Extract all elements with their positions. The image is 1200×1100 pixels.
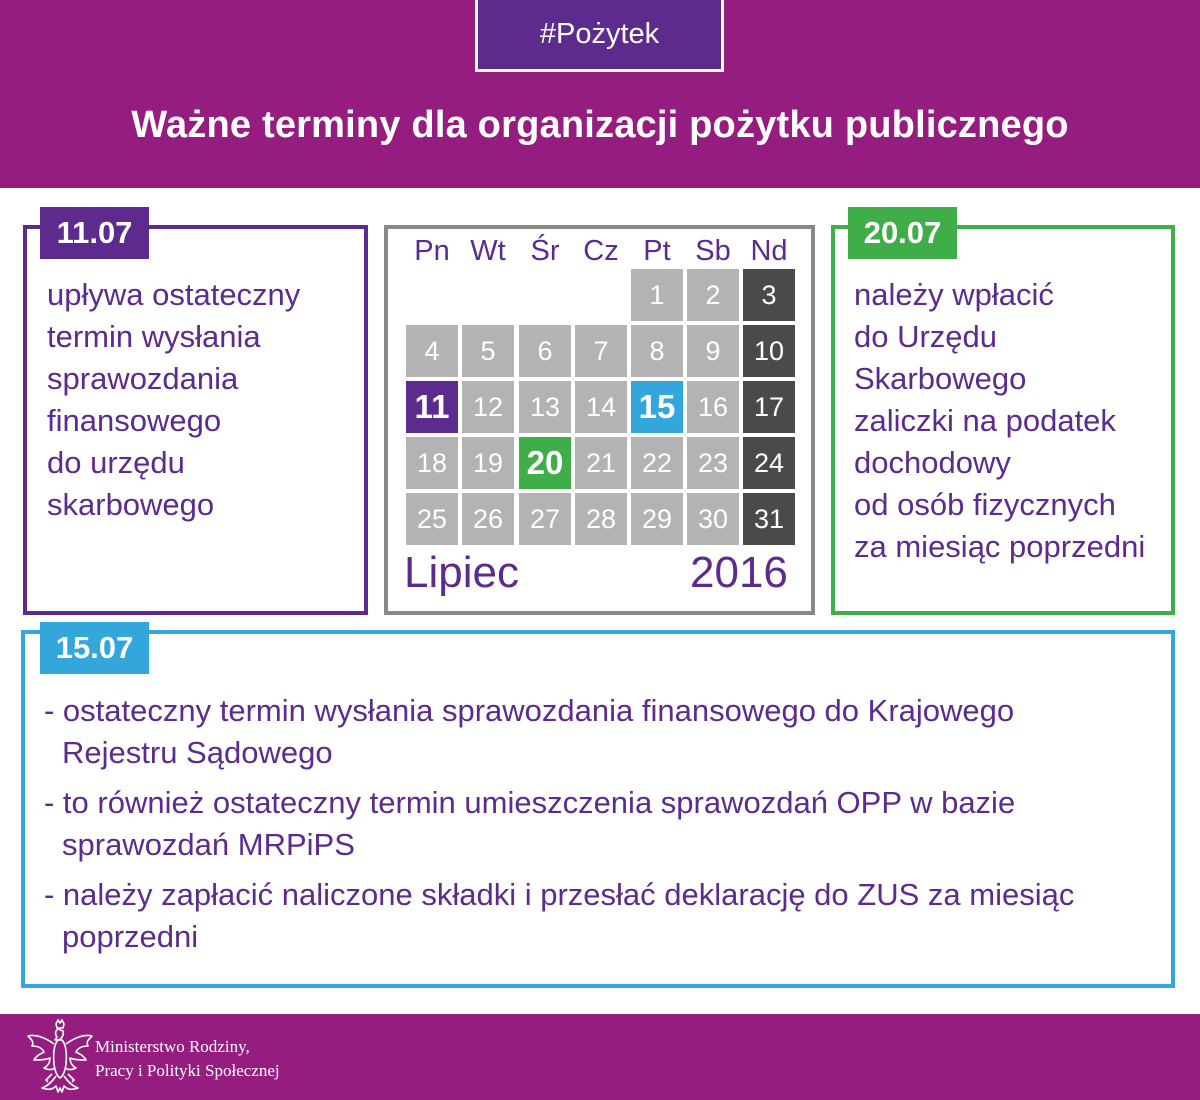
calendar-day: 7 xyxy=(575,325,627,377)
calendar-day: 1 xyxy=(631,269,683,321)
text-line: termin wysłania xyxy=(47,319,261,354)
calendar-day: 9 xyxy=(687,325,739,377)
calendar-day: 16 xyxy=(687,381,739,433)
calendar-day: 4 xyxy=(406,325,458,377)
calendar-day: 21 xyxy=(575,437,627,489)
ministry-line-1: Ministerstwo Rodziny, xyxy=(95,1037,250,1056)
list-item-line: - należy zapłacić naliczone składki i przesłać deklarację do ZUS za miesiąc xyxy=(44,877,1075,912)
calendar-day: 20 xyxy=(519,437,571,489)
calendar-day: 27 xyxy=(519,493,571,545)
polish-eagle-emblem xyxy=(22,1018,98,1096)
calendar-day: 28 xyxy=(575,493,627,545)
text-line: skarbowego xyxy=(47,487,215,522)
calendar-day: 30 xyxy=(687,493,739,545)
list-item-line: - ostateczny termin wysłania sprawozdania finansowego do Krajowego xyxy=(44,693,1015,728)
text-line: dochodowy xyxy=(854,445,1011,480)
calendar-day: 10 xyxy=(743,325,795,377)
calendar-day: 19 xyxy=(462,437,514,489)
deadline-text-2007 xyxy=(854,274,1145,568)
calendar-day: 14 xyxy=(575,381,627,433)
weekday-header: Wt xyxy=(470,234,506,267)
deadline-list-1507 xyxy=(44,690,1154,966)
date-badge-1107: 11.07 xyxy=(40,207,149,259)
page-title: Ważne terminy dla organizacji pożytku publicznego xyxy=(131,104,1069,146)
calendar-day: 13 xyxy=(519,381,571,433)
text-line: należy wpłacić xyxy=(854,277,1054,312)
calendar-day: 26 xyxy=(462,493,514,545)
weekday-header: Nd xyxy=(750,234,788,267)
calendar-month: Lipiec xyxy=(404,548,519,597)
calendar-day: 12 xyxy=(462,381,514,433)
weekday-header: Pn xyxy=(414,234,450,267)
list-item-line: - to również ostateczny termin umieszczenia sprawozdań OPP w bazie xyxy=(44,785,1016,820)
calendar-day: 8 xyxy=(631,325,683,377)
text-line: finansowego xyxy=(47,403,222,438)
ministry-name xyxy=(95,1035,280,1083)
calendar-day: 31 xyxy=(743,493,795,545)
text-line: od osób fizycznych xyxy=(854,487,1116,522)
calendar-day: 15 xyxy=(631,381,683,433)
calendar-day: 3 xyxy=(743,269,795,321)
calendar-day: 11 xyxy=(406,381,458,433)
calendar-day: 2 xyxy=(687,269,739,321)
list-item xyxy=(44,874,1154,958)
list-item xyxy=(44,690,1154,774)
calendar-day: 23 xyxy=(687,437,739,489)
text-line: zaliczki na podatek xyxy=(854,403,1116,438)
text-line: za miesiąc poprzedni xyxy=(854,529,1146,564)
calendar-day: 25 xyxy=(406,493,458,545)
calendar-day: 5 xyxy=(462,325,514,377)
weekday-header: Śr xyxy=(530,234,560,267)
text-line: do Urzędu xyxy=(854,319,998,354)
calendar-day: 24 xyxy=(743,437,795,489)
text-line: upływa ostateczny xyxy=(47,277,301,312)
list-item xyxy=(44,782,1154,866)
list-item-line: sprawozdań MRPiPS xyxy=(62,827,355,862)
deadline-text-1107 xyxy=(47,274,300,526)
calendar-day: 17 xyxy=(743,381,795,433)
date-badge-1507: 15.07 xyxy=(40,622,149,674)
weekday-header: Sb xyxy=(695,234,731,267)
weekday-header: Cz xyxy=(583,234,619,267)
calendar-day: 22 xyxy=(631,437,683,489)
calendar-day: 6 xyxy=(519,325,571,377)
calendar-day: 18 xyxy=(406,437,458,489)
calendar-day: 29 xyxy=(631,493,683,545)
text-line: do urzędu xyxy=(47,445,185,480)
text-line: sprawozdania xyxy=(47,361,239,396)
calendar-year: 2016 xyxy=(690,548,788,597)
text-line: Skarbowego xyxy=(854,361,1027,396)
hashtag-label: #Pożytek xyxy=(475,0,724,72)
ministry-line-2: Pracy i Polityki Społecznej xyxy=(95,1061,280,1080)
list-item-line: poprzedni xyxy=(62,919,199,954)
list-item-line: Rejestru Sądowego xyxy=(62,735,333,770)
weekday-header: Pt xyxy=(643,234,671,267)
date-badge-2007: 20.07 xyxy=(848,207,957,259)
